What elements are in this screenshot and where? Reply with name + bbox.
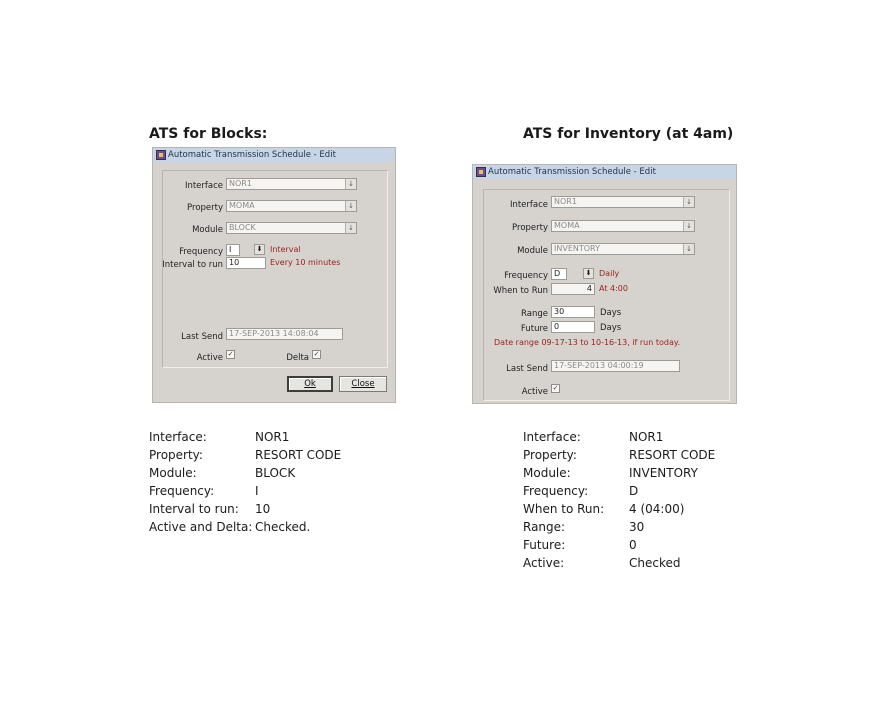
- dropdown-arrow-icon[interactable]: ⬇: [254, 244, 265, 255]
- blocks-property-value: MOMA: [229, 201, 255, 210]
- inventory-heading: ATS for Inventory (at 4am): [523, 126, 734, 142]
- blocks-property-label: Property: [187, 203, 223, 213]
- info-key: Module:: [149, 466, 197, 480]
- inventory-interface-value: NOR1: [554, 197, 577, 206]
- info-row: [523, 482, 753, 500]
- inventory-frequency-value: D: [554, 269, 561, 278]
- dropdown-arrow-icon[interactable]: ⬇: [583, 268, 594, 279]
- info-key: Interval to run:: [149, 502, 239, 516]
- inventory-range-field[interactable]: [551, 306, 595, 318]
- info-key: Interface:: [523, 430, 581, 444]
- info-value: BLOCK: [255, 466, 296, 480]
- inventory-module-label: Module: [517, 246, 548, 256]
- blocks-interface-field[interactable]: [226, 178, 357, 190]
- blocks-last-send-field: [226, 328, 343, 340]
- info-value: NOR1: [255, 430, 290, 444]
- inventory-range-label: Range: [521, 309, 548, 319]
- blocks-interval-hint: Every 10 minutes: [270, 258, 341, 267]
- blocks-last-send-value: 17-SEP-2013 14:08:04: [229, 329, 319, 338]
- inventory-frequency-label: Frequency: [504, 271, 548, 281]
- blocks-heading: ATS for Blocks:: [149, 126, 268, 142]
- info-key: Property:: [149, 448, 203, 462]
- inventory-future-value: 0: [554, 322, 560, 331]
- blocks-module-label: Module: [192, 225, 223, 235]
- dropdown-arrow-icon[interactable]: ↓: [683, 197, 694, 207]
- checkmark-icon: ✓: [313, 350, 320, 358]
- blocks-frequency-hint: Interval: [270, 245, 301, 254]
- ok-button[interactable]: [287, 376, 333, 392]
- info-key: Range:: [523, 520, 566, 534]
- inventory-module-field[interactable]: [551, 243, 695, 255]
- inventory-frequency-field[interactable]: [551, 268, 567, 280]
- inventory-property-field[interactable]: [551, 220, 695, 232]
- inventory-when-hint: At 4:00: [599, 284, 628, 293]
- blocks-frequency-label: Frequency: [179, 247, 223, 257]
- info-value: INVENTORY: [629, 466, 698, 480]
- info-key: Frequency:: [149, 484, 215, 498]
- dropdown-arrow-icon[interactable]: ↓: [345, 179, 356, 189]
- ok-button-label: Ok: [304, 379, 316, 389]
- info-value: 4 (04:00): [629, 502, 685, 516]
- dropdown-arrow-icon[interactable]: ↓: [683, 244, 694, 254]
- blocks-interval-value: 10: [229, 258, 240, 267]
- checkmark-icon: ✓: [552, 384, 559, 392]
- info-row: [149, 446, 379, 464]
- inventory-module-value: INVENTORY: [554, 244, 600, 253]
- info-value: I: [255, 484, 259, 498]
- blocks-window-title: Automatic Transmission Schedule - Edit: [168, 150, 336, 160]
- blocks-window-titlebar: [153, 148, 395, 162]
- info-row: [149, 518, 379, 536]
- blocks-active-label: Active: [196, 353, 223, 363]
- info-value: 0: [629, 538, 637, 552]
- checkmark-icon: ✓: [227, 350, 234, 358]
- info-row: [523, 446, 753, 464]
- inventory-window-titlebar: [473, 165, 736, 179]
- inventory-last-send-value: 17-SEP-2013 04:00:19: [554, 361, 644, 370]
- dropdown-arrow-icon[interactable]: ↓: [345, 201, 356, 211]
- inventory-property-value: MOMA: [554, 221, 580, 230]
- close-button-label: Close: [351, 379, 375, 389]
- info-row: [149, 482, 379, 500]
- info-value: Checked: [629, 556, 681, 570]
- inventory-last-send-field: [551, 360, 680, 372]
- blocks-info-list: [149, 428, 379, 536]
- blocks-frequency-field[interactable]: [226, 244, 240, 256]
- info-key: Future:: [523, 538, 566, 552]
- blocks-delta-checkbox[interactable]: [312, 350, 321, 359]
- info-key: Module:: [523, 466, 571, 480]
- info-value: RESORT CODE: [255, 448, 342, 462]
- inventory-active-checkbox[interactable]: [551, 384, 560, 393]
- inventory-when-label: When to Run: [493, 286, 548, 296]
- inventory-schedule-window: [472, 164, 737, 404]
- app-window-icon: [476, 167, 486, 177]
- info-key: Frequency:: [523, 484, 589, 498]
- inventory-interface-field[interactable]: [551, 196, 695, 208]
- inventory-when-value: 4: [586, 284, 592, 293]
- info-value: 10: [255, 502, 271, 516]
- info-row: [149, 464, 379, 482]
- dropdown-arrow-icon[interactable]: ↓: [683, 221, 694, 231]
- blocks-delta-label: Delta: [286, 353, 309, 363]
- info-row: [523, 554, 753, 572]
- info-key: Active and Delta:: [149, 520, 253, 534]
- inventory-property-label: Property: [512, 223, 548, 233]
- inventory-window-title: Automatic Transmission Schedule - Edit: [488, 167, 656, 177]
- blocks-interface-value: NOR1: [229, 179, 252, 188]
- blocks-last-send-label: Last Send: [181, 332, 223, 342]
- info-row: [523, 536, 753, 554]
- inventory-range-unit: Days: [600, 308, 622, 318]
- info-value: D: [629, 484, 639, 498]
- blocks-schedule-window: [152, 147, 396, 403]
- info-key: Interface:: [149, 430, 207, 444]
- inventory-when-field[interactable]: [551, 283, 595, 295]
- inventory-date-range-note: Date range 09-17-13 to 10-16-13, if run today.: [494, 338, 680, 347]
- info-key: When to Run:: [523, 502, 605, 516]
- blocks-interval-label: Interval to run: [162, 260, 223, 270]
- blocks-module-value: BLOCK: [229, 223, 256, 232]
- blocks-property-field[interactable]: [226, 200, 357, 212]
- blocks-active-checkbox[interactable]: [226, 350, 235, 359]
- inventory-info-list: [523, 428, 753, 572]
- inventory-future-field[interactable]: [551, 321, 595, 333]
- inventory-future-label: Future: [520, 324, 548, 334]
- info-key: Active:: [523, 556, 565, 570]
- inventory-interface-label: Interface: [509, 200, 548, 210]
- info-row: [149, 500, 379, 518]
- info-row: [523, 464, 753, 482]
- inventory-frequency-hint: Daily: [599, 269, 620, 278]
- blocks-interval-field[interactable]: [226, 257, 266, 269]
- close-button[interactable]: [339, 376, 387, 392]
- inventory-future-unit: Days: [600, 323, 622, 333]
- info-value: RESORT CODE: [629, 448, 716, 462]
- inventory-active-label: Active: [521, 387, 548, 397]
- app-window-icon: [156, 150, 166, 160]
- dropdown-arrow-icon[interactable]: ↓: [345, 223, 356, 233]
- info-key: Property:: [523, 448, 577, 462]
- info-value: 30: [629, 520, 645, 534]
- inventory-range-value: 30: [554, 307, 565, 316]
- info-row: [523, 428, 753, 446]
- info-row: [523, 500, 753, 518]
- blocks-module-field[interactable]: [226, 222, 357, 234]
- info-row: [523, 518, 753, 536]
- info-value: NOR1: [629, 430, 664, 444]
- info-row: [149, 428, 379, 446]
- info-value: Checked.: [255, 520, 311, 534]
- blocks-frequency-value: I: [229, 245, 232, 254]
- blocks-interface-label: Interface: [184, 181, 223, 191]
- inventory-last-send-label: Last Send: [506, 364, 548, 374]
